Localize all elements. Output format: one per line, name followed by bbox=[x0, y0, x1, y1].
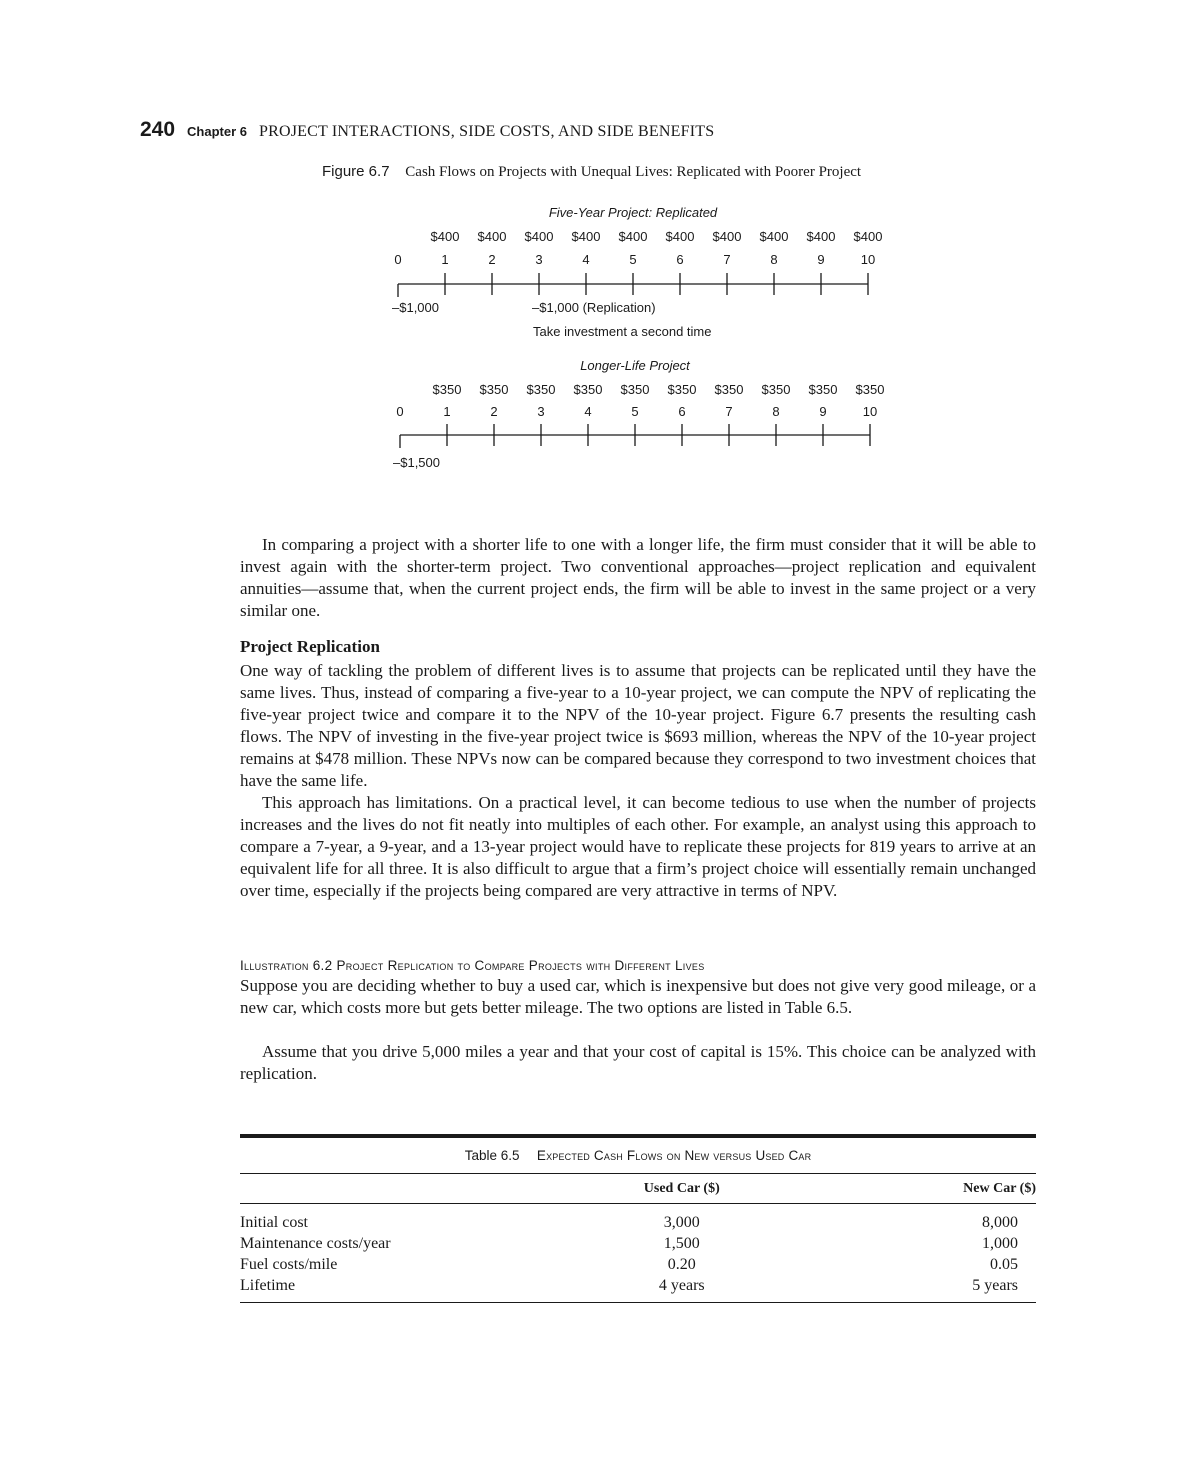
period-label: 10 bbox=[860, 252, 876, 267]
cash-inflow-label: $350 bbox=[620, 382, 650, 397]
period-label: 5 bbox=[631, 404, 639, 419]
cash-inflow-label: $400 bbox=[571, 229, 601, 244]
intro-paragraph: In comparing a project with a shorter life to one with a longer life, the firm must consider that it will be able to invest again with the shorter-term project. Two conventional approaches—project replication and equivalent annuities—assume that, when the current project ends, the firm will be able to invest in the same project or a very similar one. bbox=[240, 535, 1036, 620]
period-label: 8 bbox=[772, 404, 780, 419]
top-timeline-title: Five-Year Project: Replicated bbox=[548, 205, 718, 220]
cash-inflow-label: $350 bbox=[855, 382, 885, 397]
period-label: 9 bbox=[819, 404, 827, 419]
table-row bbox=[240, 1275, 1036, 1302]
period-label: 9 bbox=[817, 252, 825, 267]
period-label: 4 bbox=[584, 404, 592, 419]
table-row bbox=[240, 1254, 1036, 1275]
cash-inflow-label: $400 bbox=[806, 229, 836, 244]
period-label: 6 bbox=[678, 404, 686, 419]
table-top-rule bbox=[240, 1134, 1036, 1138]
replication-paragraph-1: One way of tackling the problem of different lives is to assume that projects can be replicated until they have the same lives. Thus, instead of comparing a five-year to a 10-year project, we can compute the NPV of replicating the five-year project twice and compare it to the NPV of the 10-year project. Figure 6.7 presents the resulting cash flows. The NPV of investing in the five-year project twice is $693 million, whereas the NPV of the 10-year project remains at $478 million. These NPVs now can be compared because they correspond to two investment choices that have the same life. bbox=[240, 661, 1036, 790]
top-inflow-labels bbox=[431, 229, 883, 244]
car-cash-flow-table bbox=[240, 1174, 1036, 1302]
row-label: Lifetime bbox=[240, 1277, 296, 1294]
new-car-value: 8,000 bbox=[982, 1214, 1018, 1231]
period-label: 1 bbox=[443, 404, 451, 419]
bottom-timeline-ticks bbox=[400, 424, 870, 448]
header-used-car: Used Car ($) bbox=[643, 1181, 720, 1196]
cash-inflow-label: $350 bbox=[808, 382, 838, 397]
cash-inflow-label: $350 bbox=[714, 382, 744, 397]
top-period-labels bbox=[394, 252, 875, 267]
cash-inflow-label: $400 bbox=[477, 229, 507, 244]
cash-inflow-label: $350 bbox=[761, 382, 791, 397]
cash-inflow-label: $400 bbox=[524, 229, 554, 244]
table-caption bbox=[240, 1148, 1036, 1166]
top-replication-note: Take investment a second time bbox=[533, 324, 712, 339]
period-label: 3 bbox=[537, 404, 545, 419]
cash-inflow-label: $350 bbox=[526, 382, 556, 397]
table-row bbox=[240, 1233, 1036, 1254]
cash-flow-timelines bbox=[0, 0, 1200, 480]
used-car-value: 3,000 bbox=[663, 1214, 700, 1231]
top-initial-outflow: –$1,000 bbox=[392, 300, 439, 315]
illustration-heading: Illustration 6.2 Project Replication to Compare Projects with Different Lives bbox=[240, 958, 705, 973]
table-title: Expected Cash Flows on New versus Used Car bbox=[536, 1148, 812, 1163]
period-label: 0 bbox=[396, 404, 404, 419]
figure-title: Cash Flows on Projects with Unequal Lives: Replicated with Poorer Project bbox=[405, 164, 862, 180]
period-label: 7 bbox=[725, 404, 733, 419]
used-car-value: 1,500 bbox=[663, 1235, 700, 1252]
table-row bbox=[240, 1204, 1036, 1234]
bottom-inflow-labels bbox=[433, 382, 885, 397]
period-label: 8 bbox=[770, 252, 778, 267]
period-label: 2 bbox=[488, 252, 496, 267]
table-label: Table 6.5 bbox=[464, 1148, 520, 1163]
new-car-value: 0.05 bbox=[990, 1256, 1018, 1273]
section-heading-project-replication: Project Replication bbox=[240, 637, 380, 656]
header-item bbox=[240, 1174, 590, 1204]
top-replication-outflow: –$1,000 (Replication) bbox=[532, 300, 656, 315]
period-label: 2 bbox=[490, 404, 498, 419]
used-car-value: 0.20 bbox=[667, 1256, 696, 1273]
cash-inflow-label: $400 bbox=[853, 229, 883, 244]
period-label: 1 bbox=[441, 252, 449, 267]
figure-label: Figure 6.7 bbox=[322, 163, 390, 180]
new-car-value: 1,000 bbox=[982, 1235, 1018, 1252]
bottom-period-labels bbox=[396, 404, 877, 419]
table-bottom-rule bbox=[240, 1302, 1036, 1303]
table-header-row bbox=[240, 1174, 1036, 1204]
row-label: Initial cost bbox=[240, 1214, 308, 1231]
new-car-value: 5 years bbox=[972, 1277, 1018, 1294]
replication-paragraph-2: This approach has limitations. On a practical level, it can become tedious to use when the number of projects increases and the lives do not fit neatly into multiples of each other. For example, an analyst using this approach to compare a 7-year, a 9-year, and a 13-year project would have to replicate these projects for 819 years to arrive at an equivalent life for all three. It is also difficult to argue that a firm’s project choice will essentially remain unchanged over time, especially if the projects being compared are very attractive in terms of NPV. bbox=[240, 793, 1036, 900]
used-car-value: 4 years bbox=[658, 1277, 705, 1294]
header-new-car: New Car ($) bbox=[963, 1181, 1036, 1196]
row-label: Maintenance costs/year bbox=[240, 1235, 391, 1252]
cash-inflow-label: $350 bbox=[479, 382, 509, 397]
period-label: 0 bbox=[394, 252, 402, 267]
chapter-title: PROJECT INTERACTIONS, SIDE COSTS, AND SIDE BENEFITS bbox=[259, 123, 715, 140]
cash-inflow-label: $400 bbox=[665, 229, 695, 244]
bottom-initial-outflow: –$1,500 bbox=[393, 455, 440, 470]
cash-inflow-label: $350 bbox=[573, 382, 603, 397]
bottom-timeline-title: Longer-Life Project bbox=[580, 358, 690, 373]
cash-inflow-label: $400 bbox=[430, 229, 460, 244]
period-label: 7 bbox=[723, 252, 731, 267]
cash-inflow-label: $350 bbox=[667, 382, 697, 397]
period-label: 5 bbox=[629, 252, 637, 267]
cash-inflow-label: $400 bbox=[618, 229, 648, 244]
period-label: 10 bbox=[862, 404, 878, 419]
illustration-paragraph-2: Assume that you drive 5,000 miles a year and that your cost of capital is 15%. This choice can be analyzed with replication. bbox=[240, 1042, 1036, 1083]
top-timeline-ticks bbox=[398, 273, 868, 297]
chapter-label: Chapter 6 bbox=[187, 124, 248, 139]
cash-inflow-label: $350 bbox=[432, 382, 462, 397]
illustration-paragraph-1: Suppose you are deciding whether to buy a used car, which is inexpensive but does not give very good mileage, or a new car, which costs more but gets better mileage. The two options are listed in Table 6.5. bbox=[240, 976, 1036, 1017]
cash-inflow-label: $400 bbox=[759, 229, 789, 244]
period-label: 3 bbox=[535, 252, 543, 267]
page-number: 240 bbox=[140, 118, 176, 141]
cash-inflow-label: $400 bbox=[712, 229, 742, 244]
row-label: Fuel costs/mile bbox=[240, 1256, 338, 1273]
period-label: 6 bbox=[676, 252, 684, 267]
period-label: 4 bbox=[582, 252, 590, 267]
table-6-5 bbox=[240, 1134, 1036, 1303]
